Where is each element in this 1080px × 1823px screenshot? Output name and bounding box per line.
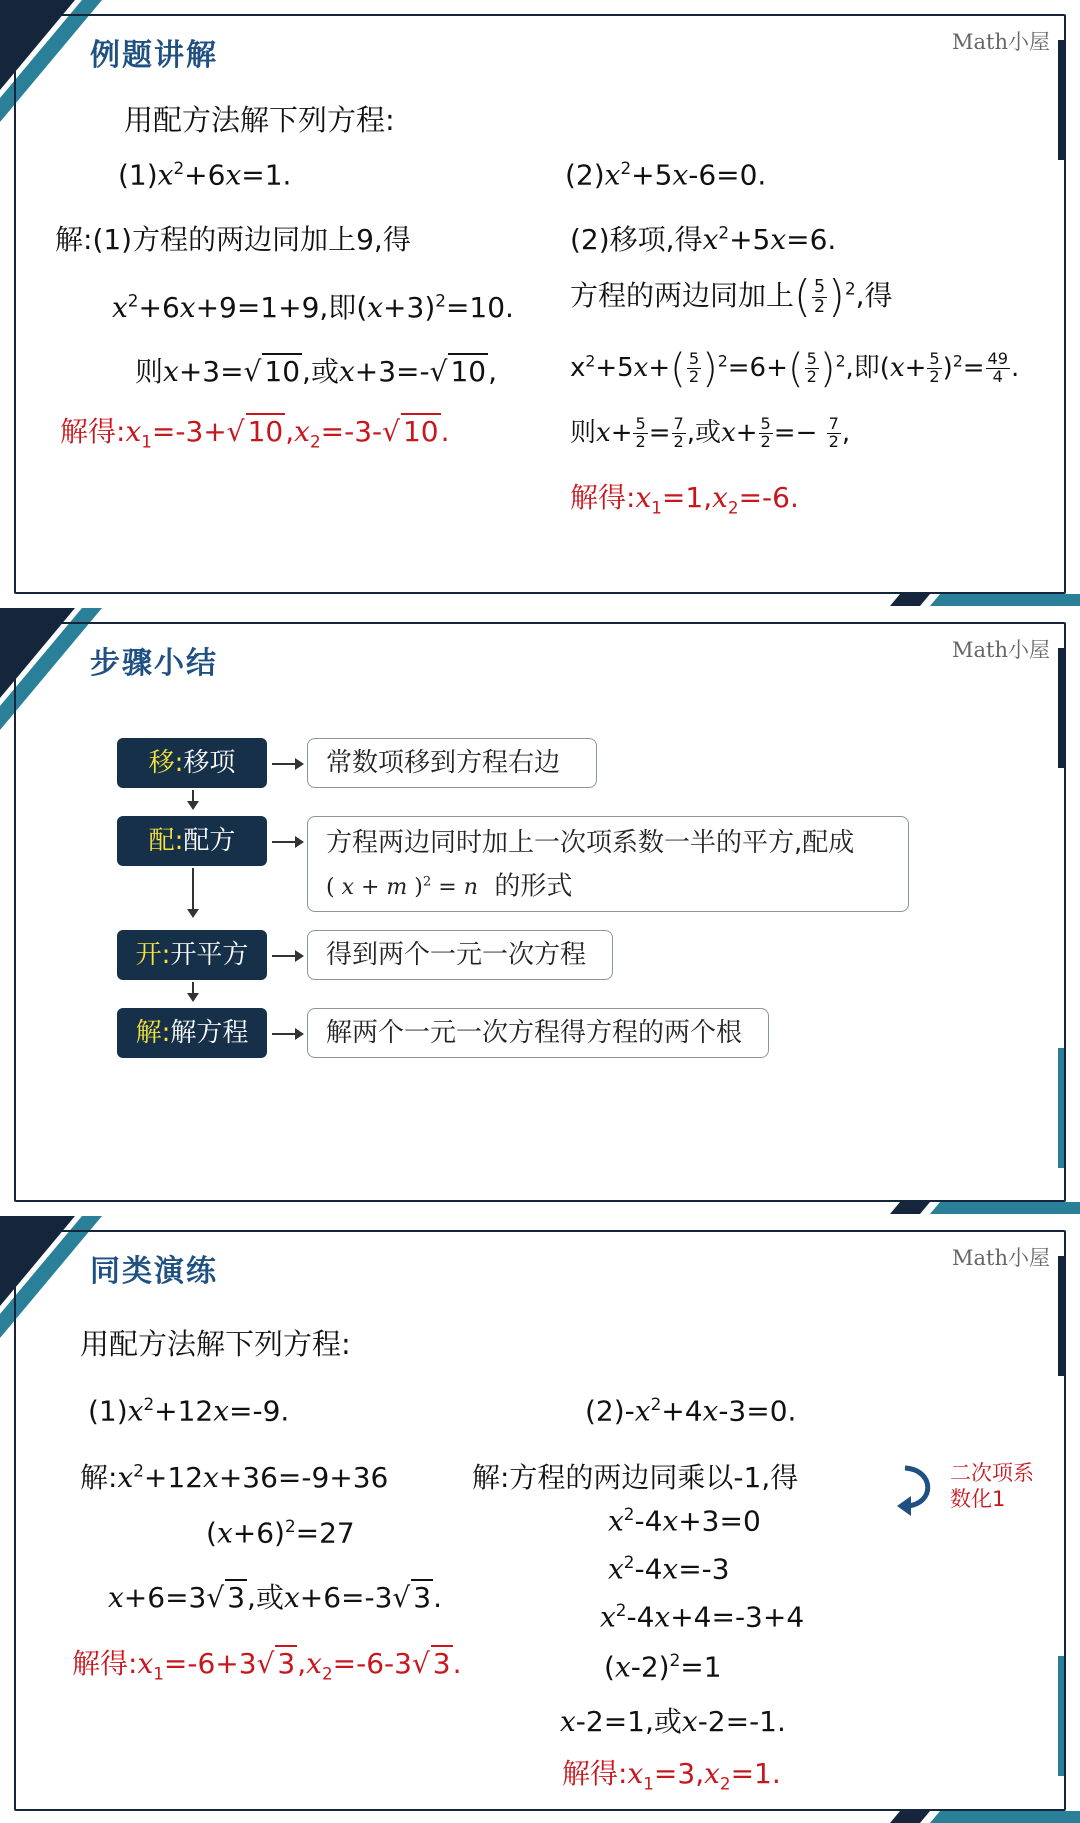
step-box-complete-square: 配:配方 — [117, 816, 267, 866]
step-desc-line2: ( x + m )$^2$ = n 的形式 — [326, 871, 573, 902]
slide-frame — [14, 1230, 1066, 1811]
slide-frame — [14, 622, 1066, 1202]
section-title: 同类演练 — [90, 1254, 218, 1289]
step-box-square-root: 开:开平方 — [117, 930, 267, 980]
p1-solution-line1: 解:(1)方程的两边同加上9,得 — [55, 223, 411, 256]
p1-solution-line3: 则x+3=√ 10,或x+3=-√ 10, — [135, 355, 497, 388]
pp1-line1: 解$:x^2+12x+36=-9+36$ — [80, 1460, 389, 1494]
pp2-line5: $(x-2)^2=1$ — [604, 1650, 722, 1684]
p2-answer: 解得$:x_1=1,x_2=-6$. — [570, 481, 799, 518]
section-title: 例题讲解 — [90, 38, 218, 73]
arrow-right — [272, 1033, 302, 1035]
pp1-line2: $(x+6)^2=27$ — [206, 1516, 355, 1550]
problem-2: $(2)x^2+5x-6=0$. — [565, 158, 767, 192]
arrow-right — [272, 763, 302, 765]
pp2-line2: $x^2-4x+3=0$ — [608, 1504, 761, 1538]
p2-solution-line4: 则x+ $\frac{5}{2}$ = $\frac{7}{2}$ ,或x+ $\frac{5}{2}$ =− $\frac{7}{2}$ , — [570, 414, 851, 451]
p2-solution-line2: 方程的两边同加上( $\frac{5}{2}$ )$^2$,得 — [570, 272, 893, 322]
watermark: Math小屋 — [952, 30, 1050, 54]
slide-practice — [0, 1216, 1080, 1823]
section-title: 步骤小结 — [90, 646, 218, 681]
practice-problem-1: $(1)x^2+12x=-9$. — [88, 1394, 290, 1428]
instruction: 用配方法解下列方程: — [80, 1327, 351, 1361]
pp1-line3: x+6=3√ 3,或x+6=-3√ 3. — [108, 1581, 442, 1614]
arrow-down — [192, 982, 194, 1000]
p2-solution-line1: (2)移项,得$x^2+5x=6$. — [570, 222, 837, 256]
step-desc-line1: 方程两边同时加上一次项系数一半的平方,配成 — [326, 828, 855, 858]
arrow-down — [192, 868, 194, 916]
practice-problem-2: $(2)-x^2+4x-3=0$. — [585, 1394, 797, 1428]
slide-summary — [0, 608, 1080, 1214]
pp2-line3: $x^2-4x=-3$ — [608, 1552, 730, 1586]
p1-answer: 解得$:x_1=-3+√$ $10,x_2=-3-√$ 10. — [60, 415, 450, 452]
pp2-line4: $x^2-4x+4=-3+4$ — [600, 1600, 805, 1634]
instruction: 用配方法解下列方程: — [124, 103, 395, 137]
pp2-line1: 解:方程的两边同乘以-1,得 — [472, 1461, 799, 1494]
step-desc-square-root: 得到两个一元一次方程 — [307, 930, 613, 980]
p1-solution-line2: $x^2+6x+9=1+9$,即$(x+3)^2=10$. — [112, 290, 514, 324]
step-desc-move: 常数项移到方程右边 — [307, 738, 597, 788]
slide-example — [0, 0, 1080, 606]
pp1-answer: 解得$:x_1=-6+3√$ $3,x_2=-6-3√$ 3. — [72, 1647, 462, 1684]
watermark: Math小屋 — [952, 1246, 1050, 1270]
step-box-solve: 解:解方程 — [117, 1008, 267, 1058]
curved-arrow-icon — [895, 1460, 935, 1516]
arrow-right — [272, 841, 302, 843]
watermark: Math小屋 — [952, 638, 1050, 662]
problem-1: $(1)x^2+6x=1$. — [118, 158, 292, 192]
arrow-down — [192, 790, 194, 808]
pp2-line6: x-2=1,或x-2=-1. — [560, 1705, 786, 1738]
p2-solution-line3: $x^2+5x+$( $\frac{5}{2}$ )$^2$=6+( $\frac{5}{2}$ )$^2$,即(x+ $\frac{5}{2}$ )$^2$= $\frac{49}{4}$ . — [570, 345, 1020, 392]
arrow-right — [272, 955, 302, 957]
step-box-move: 移:移项 — [117, 738, 267, 788]
step-desc-solve: 解两个一元一次方程得方程的两个根 — [307, 1008, 769, 1058]
note-coefficient-to-one: 二次项系数化1 — [950, 1461, 1034, 1511]
step-desc-complete-square — [307, 816, 909, 912]
pp2-answer: 解得$:x_1=3,x_2=1$. — [562, 1757, 781, 1794]
